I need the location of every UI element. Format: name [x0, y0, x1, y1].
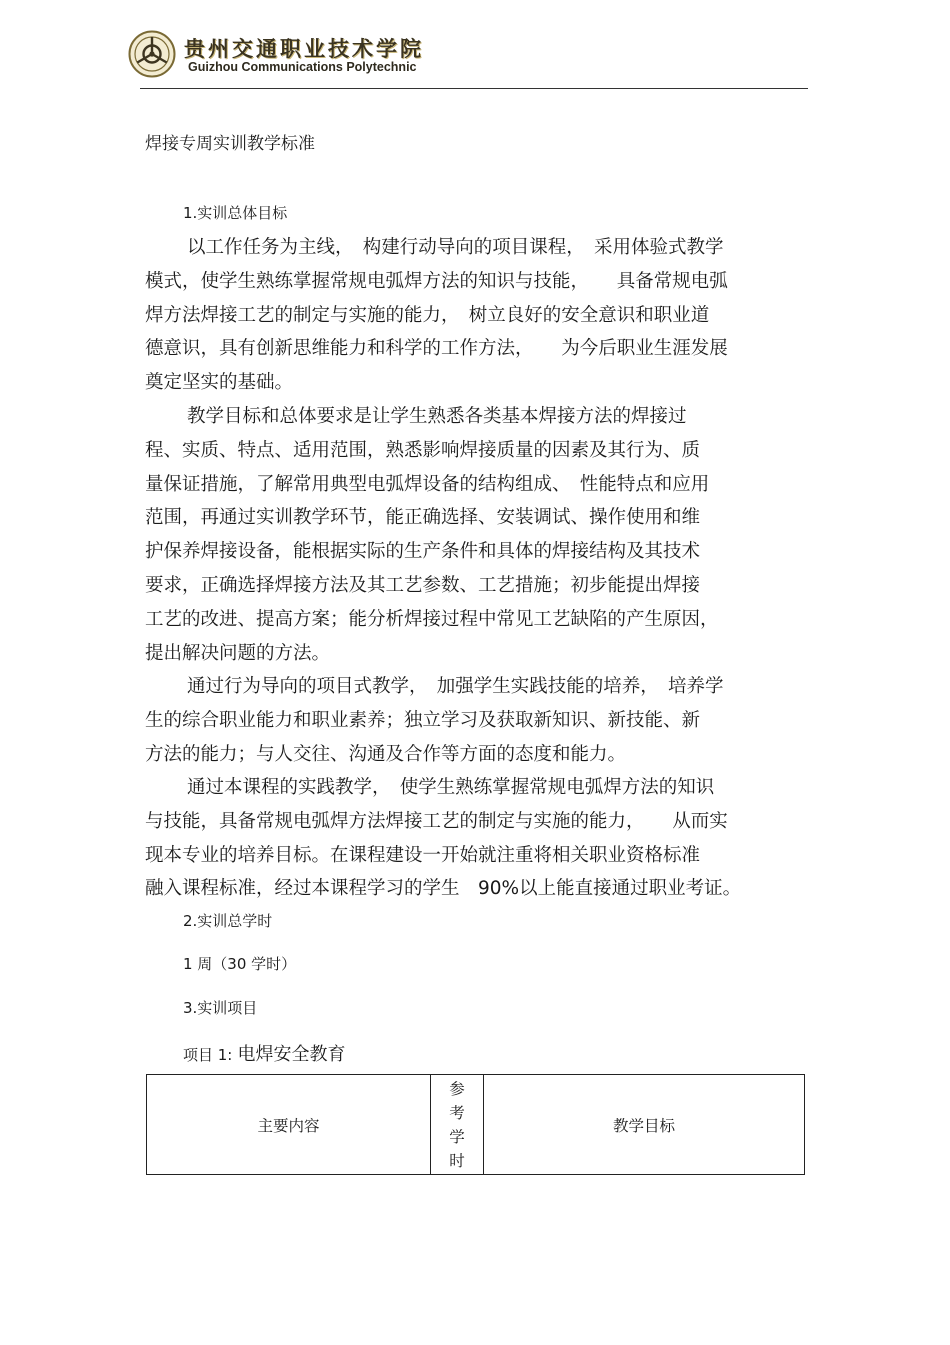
project-title	[183, 1040, 345, 1066]
school-name-english: Guizhou Communications Polytechnic	[188, 60, 417, 74]
paragraph-goals: 以工作任务为主线， 构建行动导向的项目课程， 采用体验式教学 模式，使学生熟练掌握常规电弧焊方法的知识与技能， 具备常规电弧 焊方法焊接工艺的制定与实施的能力， 树立良好的安全意识和职业道 德意识，具有创新思维能力和科学的工作方法， 为今后职业生涯发展 奠定坚实的基础。	[145, 237, 728, 394]
col-header-main-content: 主要内容	[147, 1075, 431, 1175]
school-logo-icon	[128, 30, 176, 78]
section-2-heading: 2.实训总学时	[183, 912, 273, 930]
document-header	[128, 28, 808, 88]
header-divider	[140, 88, 808, 89]
project-name: 电焊安全教育	[237, 1044, 346, 1065]
table-header-row	[147, 1075, 805, 1175]
project-table	[146, 1074, 805, 1175]
col-header-reference-hours: 参考学时	[431, 1075, 484, 1175]
school-name-chinese: 贵州交通职业技术学院	[184, 36, 424, 61]
total-hours-value: 1 周（30 学时）	[183, 955, 297, 973]
document-title: 焊接专周实训教学标准	[145, 134, 315, 154]
paragraph-teaching-method: 通过行为导向的项目式教学， 加强学生实践技能的培养， 培养学 生的综合职业能力和职业素养；独立学习及获取新知识、新技能、新 方法的能力；与人交往、沟通及合作等方面的态度和能力。	[145, 676, 724, 765]
section-1-heading: 1.实训总体目标	[183, 204, 288, 222]
paragraph-requirements: 教学目标和总体要求是让学生熟悉各类基本焊接方法的焊接过 程、实质、特点、适用范围，熟悉影响焊接质量的因素及其行为、质 量保证措施，了解常用典型电弧焊设备的结构组成、 性能特点和应用 范围，再通过实训教学环节，能正确选择、安装调试、操作使用和维 护保养焊接设备，能根据实际的生产条件和具体的焊接结构及其技术 要求，正确选择焊接方法及其工艺参数、工艺措施；初步能提出焊接 工艺的改进、提高方案；能分析焊接过程中常见工艺缺陷的产生原因， 提出解决问题的方法。	[145, 406, 719, 664]
project-label: 项目 1:	[183, 1046, 233, 1064]
section-3-heading: 3.实训项目	[183, 999, 258, 1017]
paragraph-outcome: 通过本课程的实践教学， 使学生熟练掌握常规电弧焊方法的知识 与技能，具备常规电弧焊方法焊接工艺的制定与实施的能力， 从而实 现本专业的培养目标。在课程建设一开始就注重将相关职业资格标准 融入课程标准，经过本课程学习的学生 90%以上能直接通过职业考证。	[145, 777, 742, 900]
col-header-teaching-goals: 教学目标	[484, 1075, 805, 1175]
